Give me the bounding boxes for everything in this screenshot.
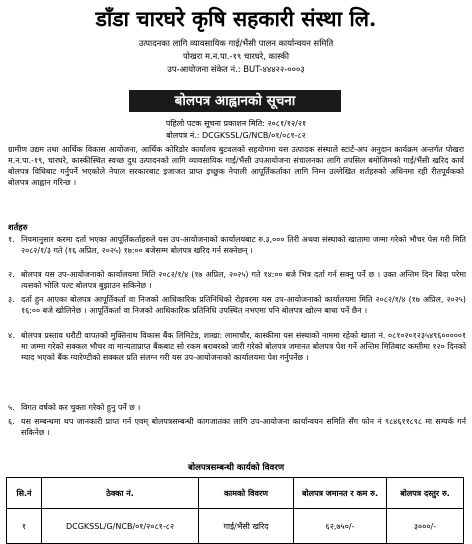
condition-number: ५. (8, 403, 15, 412)
condition-5 (8, 402, 466, 413)
cell-bid-security: ६२,७५०/- (294, 509, 387, 544)
publish-date: पहिलो पटक सूचना प्रकाशन मिति: २०८१/१२/२१ (165, 119, 307, 128)
condition-text: बोलपत्र यस उप-आयोजनाको कार्यालयमा मिति २०८२/१/४ (१७ अप्रिल, २०२५) गते १४:०० बजे भित्र दर्ता गर्न सक्नु पर्ने छ । उक्त अन्तिम दिन बिदा परेमा त्यसको भोलि पल्ट बोलपत्र बुझाउन सकिनेछ । (21, 270, 466, 290)
cell-sn: १ (7, 509, 42, 544)
condition-6 (8, 416, 466, 438)
table-header-row (7, 478, 464, 509)
cell-work-description: गाई/भैंसी खरिद (199, 509, 294, 544)
organization-title: डाँडा चारघरे कृषि सहकारी संस्था लि. (95, 6, 377, 31)
condition-number: ३. (8, 295, 15, 304)
subproject-code: उप-आयोजना संकेत नं.: BUT-४४४२२-०००३ (167, 64, 305, 74)
conditions-heading: शर्तहरु (8, 222, 28, 232)
condition-number: ४. (8, 331, 15, 340)
condition-number: ६. (8, 417, 15, 426)
notice-banner: बोलपत्र आह्वानको सूचना (129, 90, 341, 112)
condition-text: बोलपत्र प्रस्ताव धरौटी वापतको मुक्तिनाथ विकास बैंक लिमिटेड, शाखा: लामाचौर, कास्कीमा यस संस्थाको नाममा रहेको खाता नं. ०८१०२०१२३५४९६०००००१ मा जम्मा गरेको सक्कल भौचर वा मान्यताप्राप्त बैंकबाट सो रकम बराबरको जारी गरेको बोलपत्र जमानत बोलपत्र पेश गर्ने अन्तिम मितिबाट कम्तीमा १२० दिनको म्याद भएको बैंक ग्यारेण्टीको सक्कल प्रति संलग्न गरी यस उप-आयोजनाको कार्यालयमा पेश गर्नुपर्नेछ । (21, 331, 466, 362)
committee-name: उत्पादनका लागि व्यावसायिक गाई/भैंसी पालन कार्यान्वयन समिति (138, 38, 334, 48)
col-header-bid-security: बोलपत्र जमानत र कम रु. (294, 478, 387, 509)
col-header-work-description: कामको विवरण (199, 478, 294, 509)
address: पोखरा म.न.पा.-१९ चारघरे, कास्की (182, 51, 290, 61)
condition-3 (8, 294, 466, 316)
bid-details-table (6, 477, 464, 544)
condition-text: नियमानुसार करमा दर्ता भएका आपूर्तिकर्ताहरुले यस उप-आयोजनाको कार्यालयबाट रु.३,००० तिरी अथवा संस्थाको खातामा जम्मा गरेको भौचर पेस गरी मिति २०८२/१/३ गते (१६ अप्रिल, २०२५) १७:०० बजेसम्म बोलपत्र खरिद गर्न सक्नेछन् । (21, 235, 466, 255)
condition-text: यस सम्बन्धमा थप जानकारी प्राप्त गर्न एवम् बोलपत्रसम्बन्धी कागजातका लागि उप-आयोजना कार्यान्वयन समिति सँग फोन नं ९८४६११८९८ मा सम्पर्क गर्न सकिनेछ । (21, 417, 466, 437)
table-title: बोलपत्रसम्बन्धी कार्यको विवरण (187, 463, 285, 473)
condition-number: २. (8, 270, 15, 279)
condition-1 (8, 234, 466, 256)
condition-4 (8, 330, 466, 363)
condition-text: दर्ता हुन आएका बोलपत्र आपूर्तिकर्ता वा निजको आधिकारिक प्रतिनिधिको रोहवरमा यस उप-आयोजनाको कार्यालयमा मिति २०८२/१/४ (१७ अप्रिल, २०२५) १६:०० बजे खोलिनेछ । आपूर्तिकर्ता वा निजको आधिकारिक प्रतिनिधि उपस्थित नभएमा पनि बोलपत्र खोल्न बाधा पर्ने छैन । (21, 295, 466, 315)
bid-number: बोलपत्र नं.: DCGKSSL/G/NCB/०१/०८१-८२ (166, 131, 306, 140)
col-header-bid-fee: बोलपत्र दस्तुर रु. (387, 478, 464, 509)
intro-paragraph: ग्रामीण उद्यम तथा आर्थिक विकास आयोजना, आर्थिक कोरिडोर कार्यालय बुटवलको सहयोगमा यस उत्पादक संस्थाले स्टार्ट-अप अनुदान कार्यक्रम अन्तर्गत पोखरा म.न.पा.-१९, चारघरे, कास्कीस्थित स्वच्छ दुध उत्पादनको लागि व्यावसायिक गाई/भैंसी उपआयोजना संचालनका लागि तपसिल बमोजिमको गाई/भैंसी खरिद कार्य बोलपत्र विधिबाट गर्नुपर्ने भएकोले नेपाल सरकारबाट इजाजत प्राप्त इच्छुक नेपाली आपूर्तिकर्ताका लागि निम्न उल्लेखित शर्तहरुको अधिनमा रही रीतपूर्वकको बोलपत्र आह्वान गरिन्छ । (8, 145, 464, 187)
condition-text: विगत वर्षको कर चुक्ता गरेको हुनु पर्ने छ । (21, 403, 141, 412)
cell-bid-fee: ३०००/- (387, 509, 464, 544)
table-row (7, 509, 464, 544)
col-header-contract-no: ठेक्का नं. (42, 478, 199, 509)
condition-number: १. (8, 235, 15, 244)
condition-2 (8, 269, 466, 291)
cell-contract-no: DCGKSSL/G/NCB/०१/२०८१-८२ (42, 509, 199, 544)
col-header-sn: सि.नं (7, 478, 42, 509)
